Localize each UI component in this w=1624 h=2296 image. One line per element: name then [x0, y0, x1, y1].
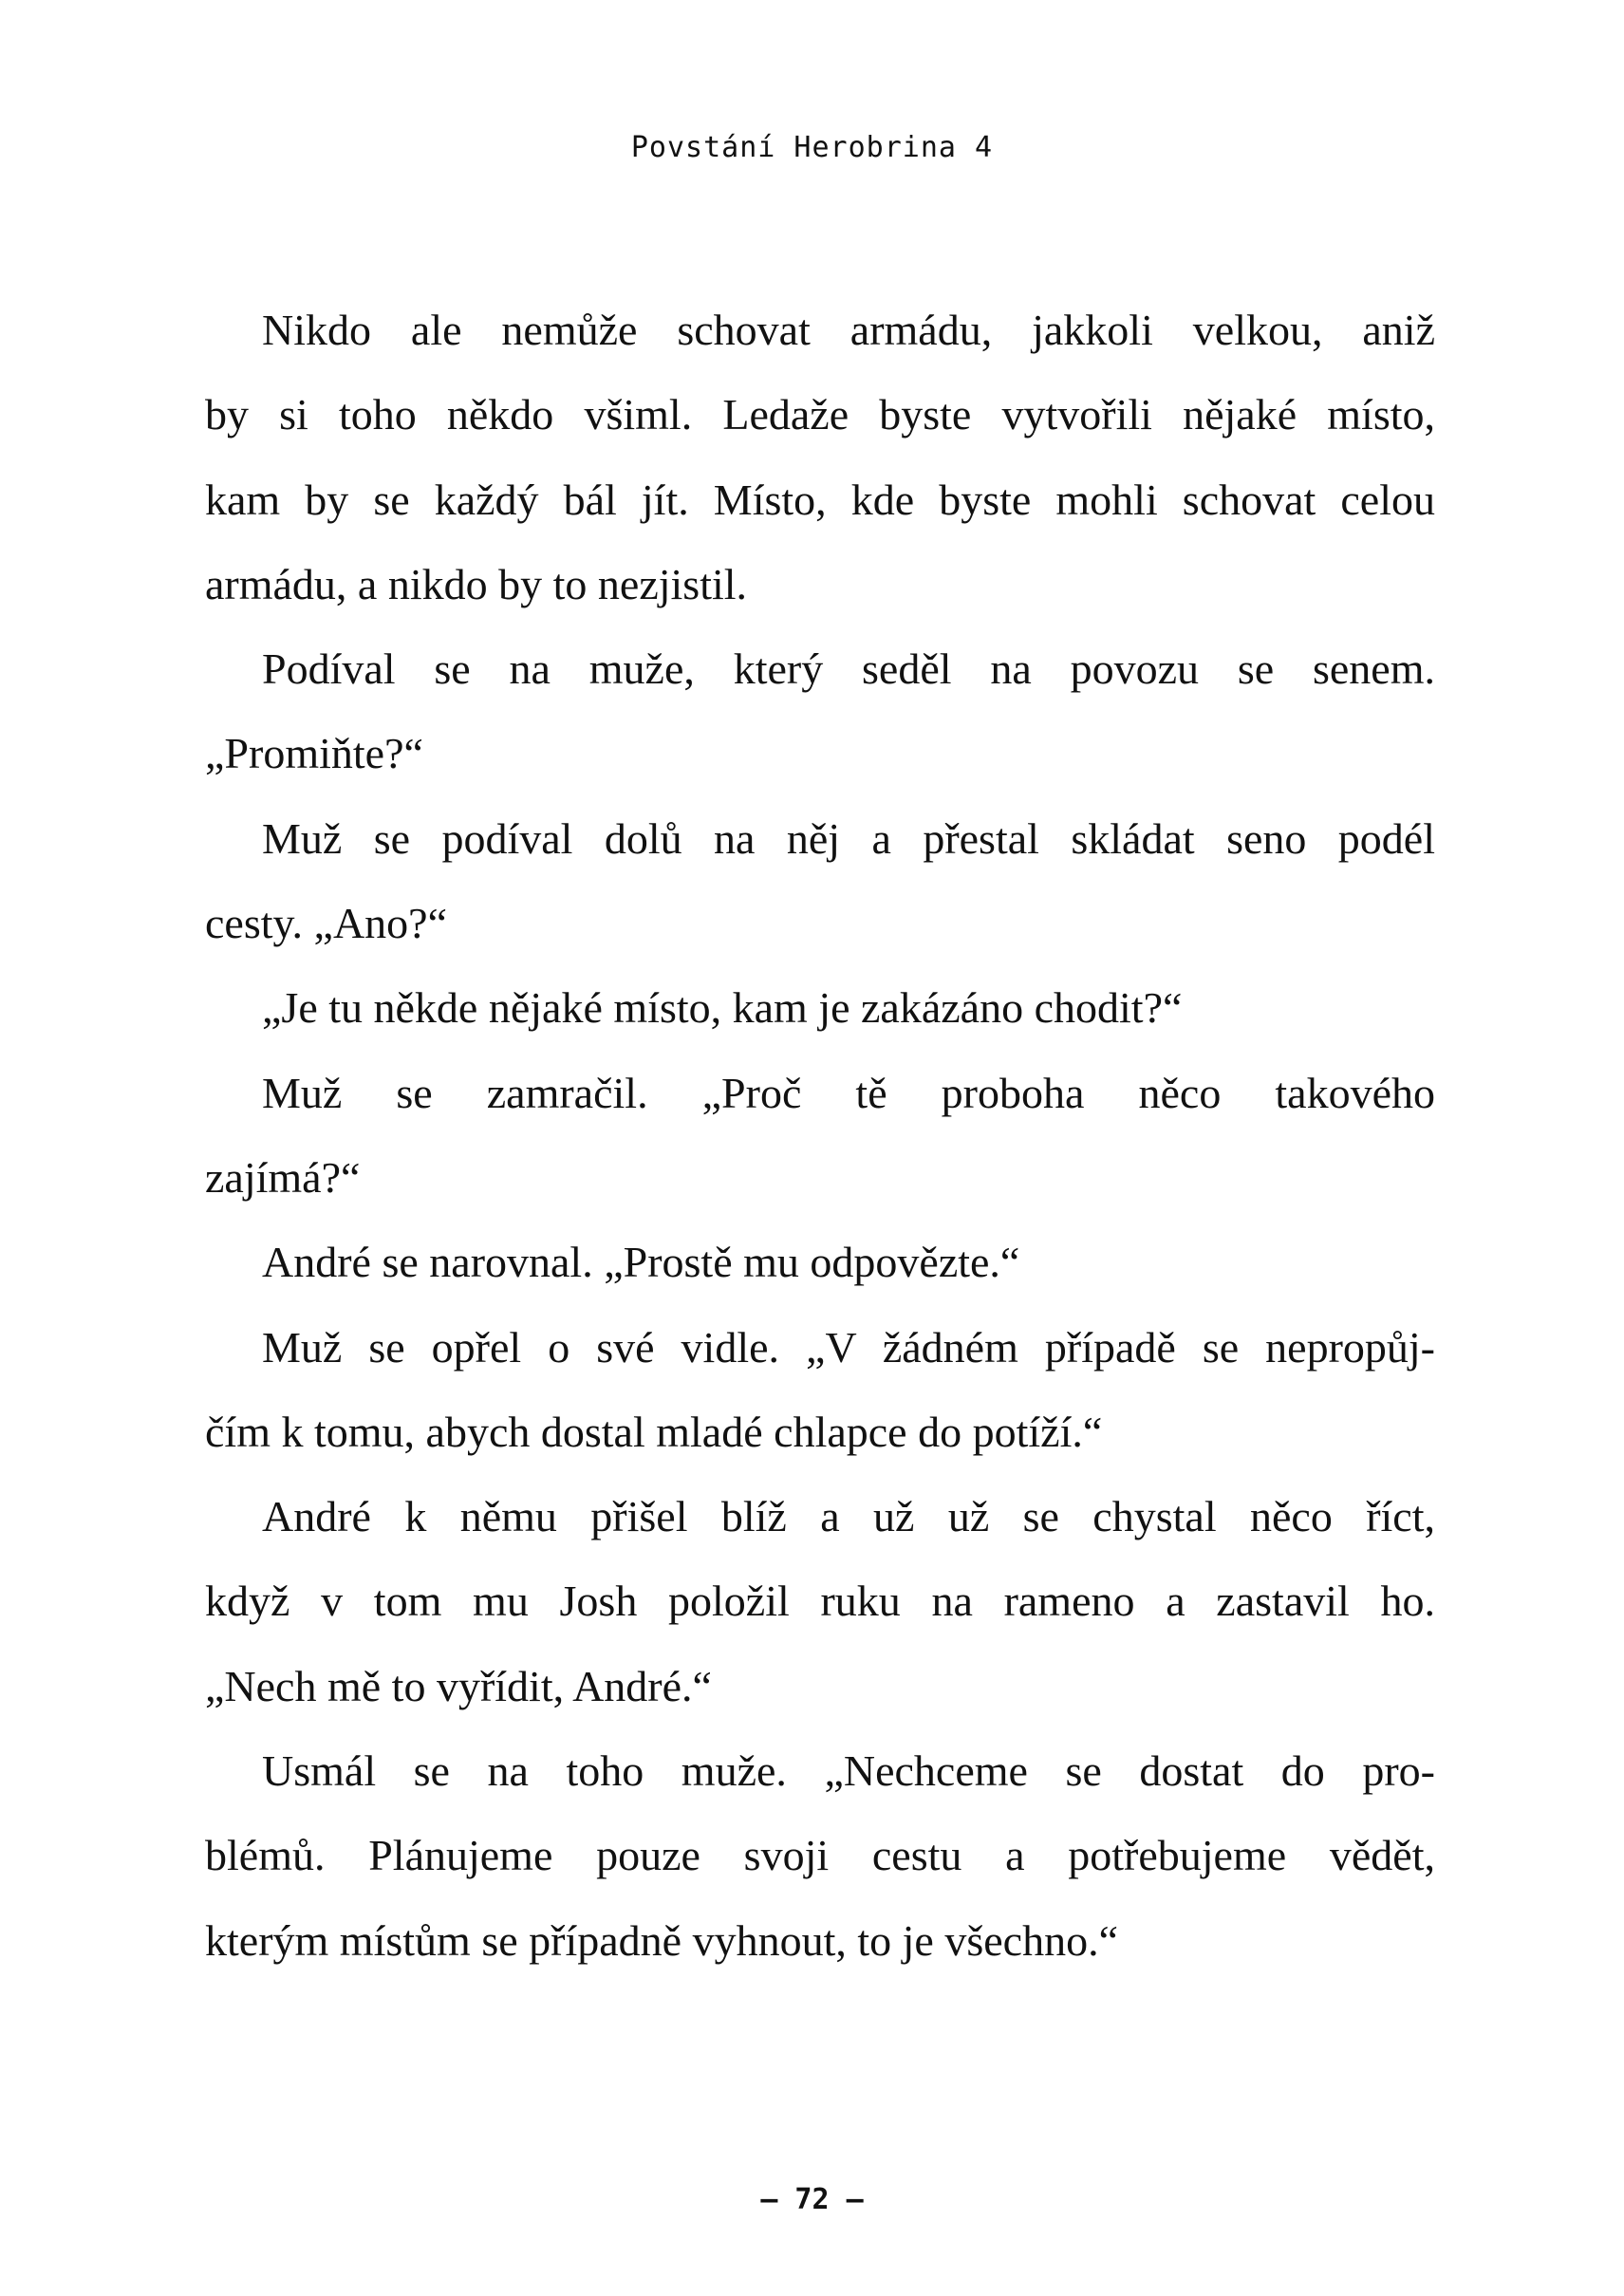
paragraph-line: „Promiňte?“	[205, 729, 423, 778]
paragraph-line: Podíval se na muže, který seděl na povozu se senem.	[262, 644, 1435, 694]
page-number: – 72 –	[760, 2183, 864, 2216]
paragraph-line: Muž se podíval dolů na něj a přestal skládat seno podél	[262, 813, 1435, 863]
paragraph-line: André se narovnal. „Prostě mu odpovězte.“	[262, 1238, 1020, 1287]
paragraph-line: armádu, a nikdo by to nezjistil.	[205, 559, 748, 608]
paragraph-line: kterým místům se případně vyhnout, to je všechno.“	[205, 1915, 1118, 1965]
paragraph-line: když v tom mu Josh položil ruku na rameno a zastavil ho.	[205, 1577, 1435, 1626]
paragraph-line: Usmál se na toho muže. „Nechceme se dostat do pro-	[262, 1746, 1435, 1796]
body-text	[205, 288, 1435, 1983]
paragraph-line: André k němu přišel blíž a už už se chystal něco říct,	[262, 1492, 1435, 1541]
running-header-title: Povstání Herobrina 4	[630, 131, 994, 164]
paragraph-line: Nikdo ale nemůže schovat armádu, jakkoli velkou, aniž	[262, 306, 1435, 354]
paragraph-line: blémů. Plánujeme pouze svoji cestu a potřebujeme vědět,	[205, 1831, 1435, 1880]
paragraph-line: zajímá?“	[205, 1152, 361, 1202]
paragraph-line: čím k tomu, abych dostal mladé chlapce do potíží.“	[205, 1407, 1103, 1456]
paragraph-line: kam by se každý bál jít. Místo, kde byste mohli schovat celou	[205, 475, 1435, 524]
paragraph-line: „Nech mě to vyřídit, André.“	[205, 1661, 712, 1710]
paragraph-line: by si toho někdo všiml. Ledaže byste vytvořili nějaké místo,	[205, 390, 1435, 439]
paragraph-line: Muž se zamračil. „Proč tě proboha něco takového	[262, 1068, 1435, 1117]
paragraph-line: Muž se opřel o své vidle. „V žádném případě se nepropůj-	[262, 1322, 1435, 1372]
paragraph-line: cesty. „Ano?“	[205, 899, 447, 948]
paragraph-line: „Je tu někde nějaké místo, kam je zakázáno chodit?“	[262, 983, 1183, 1033]
